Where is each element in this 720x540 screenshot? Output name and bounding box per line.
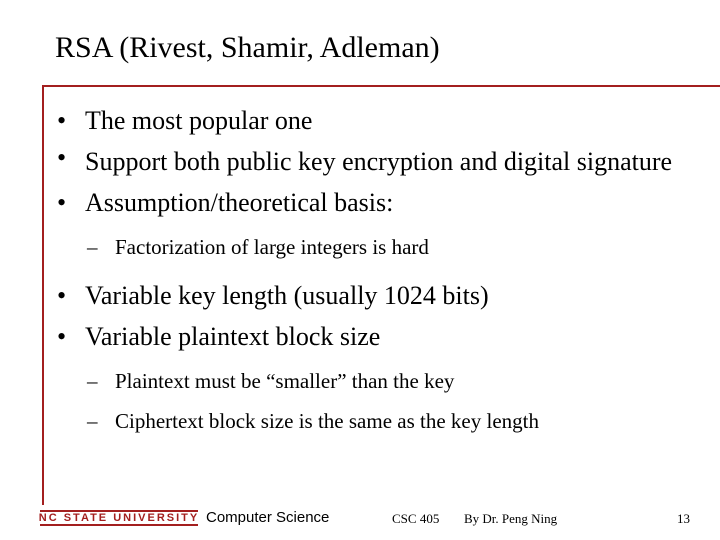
- bullet-text: The most popular one: [85, 106, 313, 135]
- slide-footer: [40, 508, 720, 530]
- left-border-line: [42, 85, 44, 505]
- sub-bullet-marker: –: [87, 235, 98, 259]
- author-label: By Dr. Peng Ning: [464, 511, 558, 526]
- sub-bullet-item: [55, 361, 715, 401]
- sub-bullet-item: [55, 401, 715, 441]
- university-logo: [40, 510, 198, 526]
- page-number: 13: [677, 511, 690, 526]
- bullet-item: [55, 100, 715, 141]
- sub-bullet-text: Ciphertext block size is the same as the key length: [115, 409, 539, 433]
- bullet-text: Variable plaintext block size: [85, 322, 381, 351]
- logo-text: NC STATE UNIVERSITY: [38, 512, 200, 524]
- bullet-item: [55, 182, 715, 223]
- bullet-marker: •: [57, 188, 67, 217]
- slide-title: RSA (Rivest, Shamir, Adleman): [55, 31, 440, 64]
- sub-bullet-marker: –: [87, 409, 98, 433]
- department-label: Computer Science: [206, 509, 330, 526]
- bullet-item: [55, 141, 715, 182]
- bullet-marker: •: [57, 322, 67, 351]
- course-label: CSC 405: [392, 511, 440, 526]
- bullet-item: [55, 316, 715, 357]
- sub-bullet-marker: –: [87, 369, 98, 393]
- sub-bullet-item: [55, 227, 715, 267]
- title-divider: [42, 85, 720, 87]
- bullet-marker: •: [57, 281, 67, 310]
- bullet-item: [55, 275, 715, 316]
- bullet-text: Assumption/theoretical basis:: [85, 188, 394, 217]
- sub-bullet-text: Factorization of large integers is hard: [115, 235, 429, 259]
- bullet-marker: •: [57, 106, 67, 135]
- sub-bullet-text: Plaintext must be “smaller” than the key: [115, 369, 455, 393]
- bullet-marker: •: [57, 143, 67, 172]
- bullet-text: Support both public key encryption and digital signature: [85, 147, 673, 176]
- bullet-text: Variable key length (usually 1024 bits): [85, 281, 489, 310]
- slide-body: [55, 100, 715, 441]
